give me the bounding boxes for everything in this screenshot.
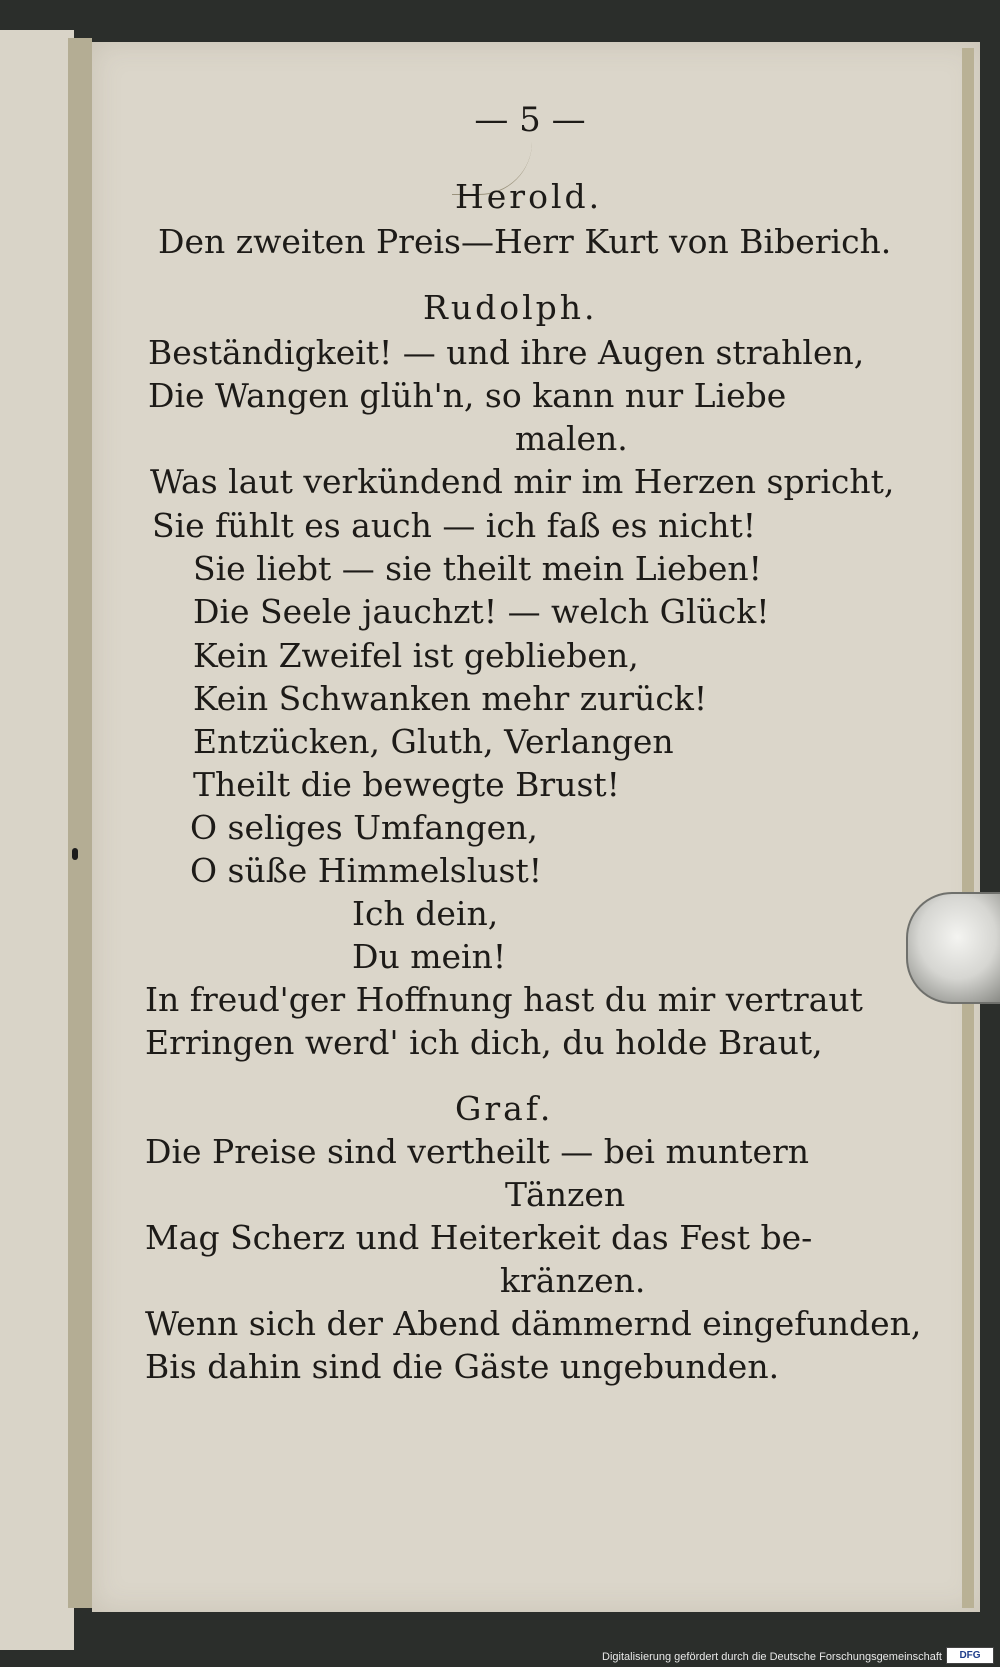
verse-line: Bis dahin sind die Gäste ungebunden.: [145, 1347, 780, 1386]
verse-line: Theilt die bewegte Brust!: [193, 765, 620, 804]
verse-line: Kein Schwanken mehr zurück!: [193, 679, 708, 718]
verse-line: In freud'ger Hoffnung hast du mir vertraut: [145, 980, 863, 1019]
verse-line: Mag Scherz und Heiterkeit das Fest be-: [145, 1218, 813, 1257]
verse-line: Die Preise sind vertheilt — bei muntern: [145, 1132, 810, 1171]
verse-line: Den zweiten Preis—Herr Kurt von Biberich.: [158, 222, 892, 261]
verse-line: Beständigkeit! — und ihre Augen strahlen,: [148, 333, 865, 372]
verse-line: Die Wangen glüh'n, so kann nur Liebe: [148, 376, 787, 415]
binding-gutter: [68, 38, 92, 1608]
verse-line: Du mein!: [352, 937, 507, 976]
dfg-logo: DFG: [946, 1647, 994, 1664]
verse-line: Was laut verkündend mir im Herzen spricht,: [150, 462, 895, 501]
verse-line: Ich dein,: [352, 894, 499, 933]
verse-line: O seliges Umfangen,: [190, 808, 538, 847]
verse-line: malen.: [515, 419, 628, 458]
glass-clip: [906, 892, 1000, 1004]
speaker-graf: Graf.: [455, 1089, 554, 1128]
verse-line: Die Seele jauchzt! — welch Glück!: [193, 592, 770, 631]
speaker-rudolph: Rudolph.: [423, 288, 598, 327]
page-edge-strip: [962, 48, 974, 1608]
verse-line: Tänzen: [505, 1175, 626, 1214]
verse-line: kränzen.: [500, 1261, 646, 1300]
verse-line: Sie fühlt es auch — ich faß es nicht!: [152, 506, 757, 545]
previous-page-edge: [0, 30, 74, 1650]
page-number: — 5 —: [474, 100, 586, 140]
ink-mark: [72, 848, 78, 860]
verse-line: O süße Himmelslust!: [190, 851, 542, 890]
verse-line: Erringen werd' ich dich, du holde Braut,: [145, 1023, 823, 1062]
verse-line: Kein Zweifel ist geblieben,: [193, 636, 639, 675]
footer-credit: Digitalisierung gefördert durch die Deutsche Forschungsgemeinschaft: [602, 1651, 942, 1663]
verse-line: Wenn sich der Abend dämmernd eingefunden,: [145, 1304, 922, 1343]
verse-line: Entzücken, Gluth, Verlangen: [193, 722, 674, 761]
speaker-herold: Herold.: [455, 177, 603, 216]
verse-line: Sie liebt — sie theilt mein Lieben!: [193, 549, 762, 588]
